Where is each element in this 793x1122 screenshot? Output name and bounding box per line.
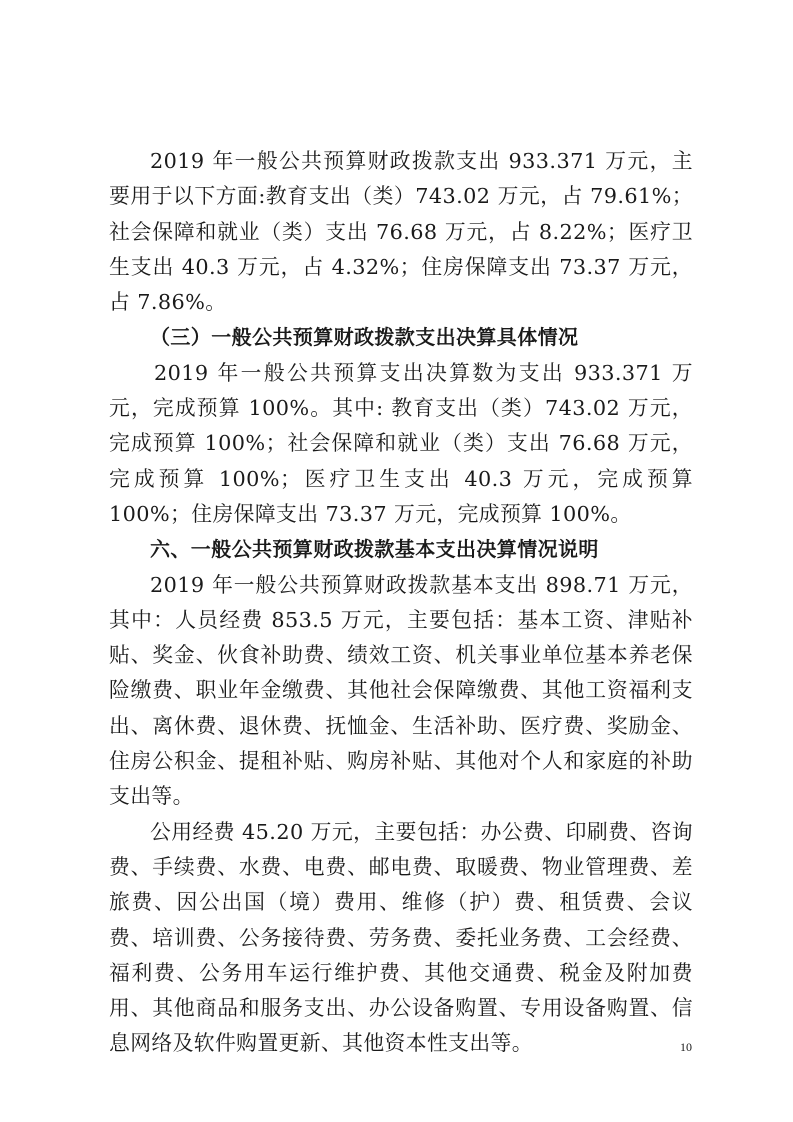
document-body (109, 144, 693, 1062)
section-heading-6: 六、一般公共预算财政拨款基本支出决算情况说明 (150, 537, 599, 562)
section-heading-3: （三）一般公共预算财政拨款支出决算具体情况 (150, 325, 579, 350)
paragraph-expenditure-summary: 2019 年一般公共预算财政拨款支出 933.371 万元，主要用于以下方面:教育支出（类）743.02 万元，占 79.61%；社会保障和就业（类）支出 76.68 万元，占 8.22%；医疗卫生支出 40.3 万元，占 4.32%；住房保障支出 73.37 万元，占 7.86%。 (109, 149, 693, 315)
page-number: 10 (680, 1040, 692, 1054)
paragraph-final-accounts: 2019 年一般公共预算支出决算数为支出 933.371 万元，完成预算 100%。其中: 教育支出（类）743.02 万元，完成预算 100%；社会保障和就业（类）支出 76.68 万元，完成预算 100%；医疗卫生支出 40.3 万元，完成预算 100%；住房保障支出 73.37 万元，完成预算 100%。 (109, 360, 693, 526)
paragraph-basic-expenditure: 2019 年一般公共预算财政拨款基本支出 898.71 万元，其中：人员经费 853.5 万元，主要包括：基本工资、津贴补贴、奖金、伙食补助费、绩效工资、机关事业单位基本养老保险缴费、职业年金缴费、其他社会保障缴费、其他工资福利支出、离休费、退休费、抚恤金、生活补助、医疗费、奖励金、住房公积金、提租补贴、购房补贴、其他对个人和家庭的补助支出等。 (109, 572, 693, 809)
paragraph-public-funds: 公用经费 45.20 万元，主要包括：办公费、印刷费、咨询费、手续费、水费、电费、邮电费、取暖费、物业管理费、差旅费、因公出国（境）费用、维修（护）费、租赁费、会议费、培训费、公务接待费、劳务费、委托业务费、工会经费、福利费、公务用车运行维护费、其他交通费、税金及附加费用、其他商品和服务支出、办公设备购置、专用设备购置、信息网络及软件购置更新、其他资本性支出等。 (109, 819, 693, 1056)
